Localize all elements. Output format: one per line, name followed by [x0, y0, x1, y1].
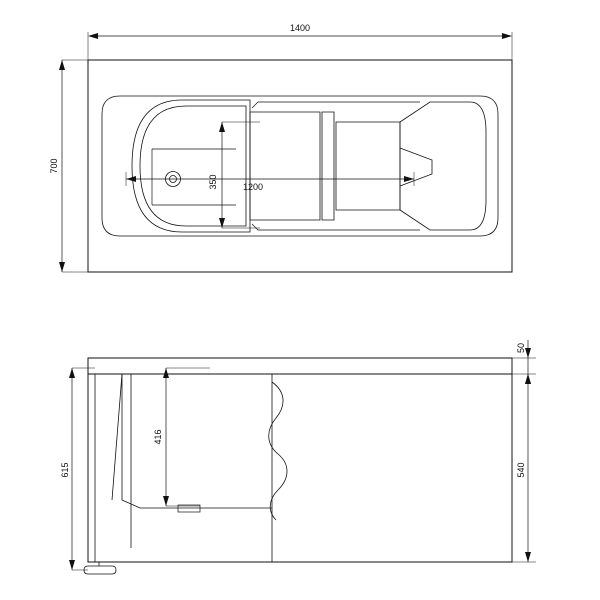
top-view-group — [59, 32, 512, 272]
foot-pad — [84, 566, 116, 574]
arrow-bottom-540 — [525, 552, 531, 562]
tub-backrest-slope — [112, 374, 122, 500]
tub-right-taper — [400, 102, 486, 230]
apron-wave-profile — [269, 382, 287, 520]
arrow-bottom-700 — [59, 262, 65, 272]
front-view-group — [69, 340, 536, 574]
tub-outline-top — [88, 60, 512, 272]
arrow-bottom-615 — [69, 560, 75, 570]
dimension-label-540: 540 — [516, 462, 526, 478]
arrow-bottom-350 — [219, 218, 225, 228]
basin-panel-left — [250, 112, 320, 220]
dimension-label-700: 700 — [49, 158, 59, 174]
basin-panel-right — [336, 122, 400, 210]
arrow-top-416 — [163, 368, 169, 378]
tub-rim-front — [88, 358, 512, 374]
shell-contour-bottom — [252, 224, 420, 230]
basin-panel-divider — [322, 112, 334, 220]
dimension-label-1400: 1400 — [289, 23, 311, 33]
arrow-top-350 — [219, 122, 225, 132]
dimension-label-1200: 1200 — [242, 182, 264, 192]
arrow-top-615 — [69, 368, 75, 378]
shell-contour-top — [252, 102, 420, 108]
arrow-top-540 — [525, 374, 531, 384]
arrow-bottom-416 — [163, 496, 169, 506]
dimension-label-416: 416 — [153, 429, 163, 445]
arrow-left-1200 — [126, 176, 136, 182]
arrow-top-700 — [59, 60, 65, 70]
dimension-label-50: 50 — [516, 342, 526, 354]
dimension-label-615: 615 — [60, 462, 70, 478]
bowl-left-inner — [140, 106, 246, 226]
bowl-left-outline — [132, 100, 250, 232]
tub-body-front — [88, 374, 512, 562]
tub-rim-inner — [102, 96, 498, 236]
dimension-label-350: 350 — [208, 174, 218, 190]
arrow-right-1400 — [502, 33, 512, 39]
tub-inner-floor-left — [122, 374, 272, 508]
arrow-left-1400 — [88, 33, 98, 39]
